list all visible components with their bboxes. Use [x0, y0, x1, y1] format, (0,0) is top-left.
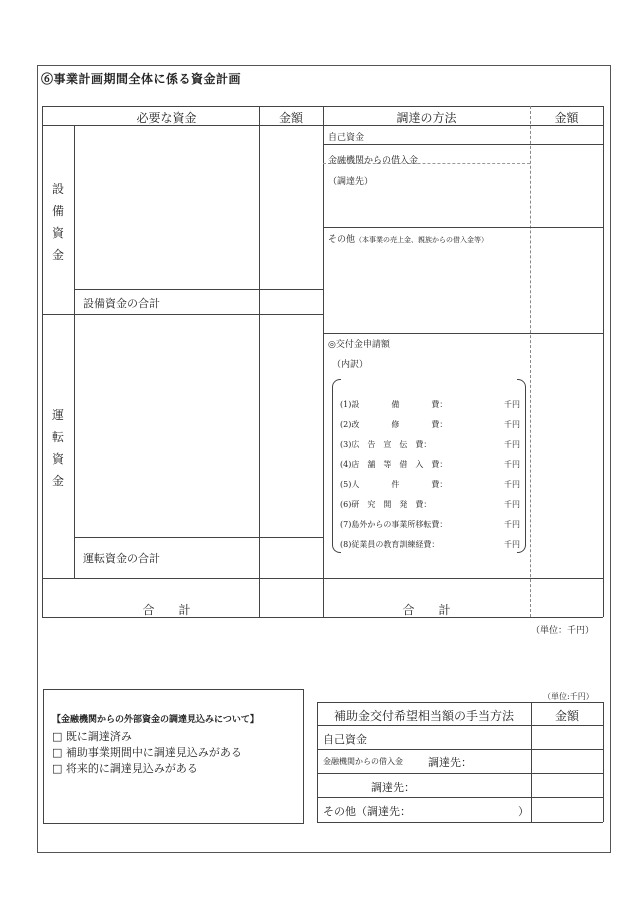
unit-note: （単位：千円） — [531, 626, 595, 636]
item-unit: 千円 — [504, 500, 520, 509]
header-amount-right: 金額 — [554, 111, 579, 125]
equipment-total-label: 設備資金の合計 — [83, 297, 160, 310]
item-unit: 千円 — [504, 440, 520, 449]
item-unit: 千円 — [504, 480, 520, 489]
section-title: ⑥事業計画期間全体に係る資金計画 — [41, 72, 242, 86]
item-unit: 千円 — [504, 400, 520, 409]
subsidy-header-amount: 金額 — [554, 709, 579, 723]
operating-total-label: 運転資金の合計 — [83, 552, 160, 565]
grand-total-left: 合 計 — [142, 603, 191, 617]
outlook-option-procured[interactable]: □ 既に調達済み — [52, 730, 132, 743]
header-required-funds: 必要な資金 — [136, 111, 197, 125]
outlook-option-future[interactable]: □ 将来的に調達見込みがある — [52, 762, 198, 775]
subsidy-bank-lender: 調達先： — [428, 756, 472, 769]
funding-outlook-box — [43, 689, 304, 824]
outlook-heading: 【金融機関からの外部資金の調達見込みについて】 — [52, 715, 259, 725]
grand-total-right: 合 計 — [402, 603, 451, 617]
item-label: (7)島外からの事業所移転費： — [340, 520, 448, 529]
item-label: (6)研 究 開 発 費： — [340, 500, 432, 509]
item-label: (5)人 件 費： — [340, 480, 448, 489]
item-unit: 千円 — [504, 460, 520, 469]
item-label: (8)従業員の教育訓練経費： — [340, 540, 440, 549]
item-unit: 千円 — [504, 420, 520, 429]
item-label: (1)設 備 費： — [340, 400, 448, 409]
other-label: その他（本事業の売上金、親族からの借入金等） — [328, 235, 489, 245]
subsidy-unit-note: （単位:千円） — [543, 692, 594, 701]
outlook-option-during-period[interactable]: □ 補助事業期間中に調達見込みがある — [52, 746, 242, 759]
header-amount: 金額 — [278, 111, 303, 125]
subsidy-bank-loan: 金融機関からの借入金 — [323, 757, 403, 766]
subsidy-other: その他（調達先： — [323, 805, 411, 818]
subsidy-own-funds: 自己資金 — [323, 733, 367, 746]
item-unit: 千円 — [504, 540, 520, 549]
own-funds-label: 自己資金 — [328, 133, 365, 143]
breakdown-label: （内訳） — [332, 360, 369, 370]
subsidy-header-method: 補助金交付希望相当額の手当方法 — [333, 709, 514, 723]
grant-application-label: ◎交付金申請額 — [328, 340, 390, 350]
operating-funds-label: 運 転 資 金 — [51, 408, 64, 488]
item-label: (3)広 告 宣 伝 費： — [340, 440, 432, 449]
subsidy-other-close: ） — [518, 805, 529, 818]
item-label: (2)改 修 費： — [340, 420, 448, 429]
bank-loan-label: 金融機関からの借入金 — [328, 156, 419, 166]
document-page — [37, 65, 611, 853]
subsidy-lender: 調達先： — [371, 781, 415, 794]
item-label: (4)店 舗 等 借 入 費： — [340, 460, 448, 469]
header-procurement-method: 調達の方法 — [396, 111, 457, 125]
item-unit: 千円 — [504, 520, 520, 529]
equipment-funds-label: 設 備 資 金 — [51, 182, 64, 262]
lender-label: （調達先） — [328, 177, 374, 187]
